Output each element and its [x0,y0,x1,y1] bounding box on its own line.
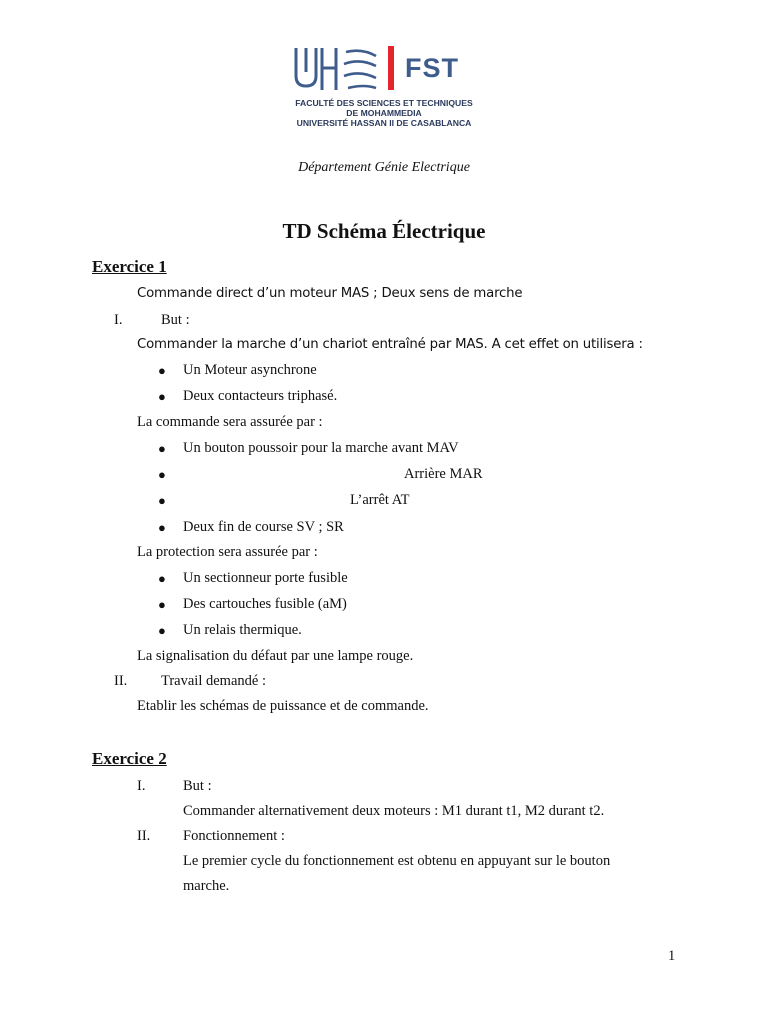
bullet-icon: ● [158,467,166,482]
list-item: Un relais thermique. [183,622,302,638]
logo-line-2: DE MOHAMMEDIA [346,108,422,118]
list-item: Arrière MAR [404,466,483,482]
section-heading: But : [183,778,212,794]
bullet-icon: ● [158,520,166,535]
bullet-icon: ● [158,441,166,456]
list-item: Deux contacteurs triphasé. [183,388,338,404]
exercise-1-aim: Commander la marche d’un chariot entraîné par MAS. A cet effet on utilisera : [137,337,643,352]
bullet-icon: ● [158,389,166,404]
function-text-line-2: marche. [183,878,230,894]
bullet-icon: ● [158,493,166,508]
work-text: Etablir les schémas de puissance et de commande. [137,698,429,714]
exercise-2-aim: Commander alternativement deux moteurs : M1 durant t1, M2 durant t2. [183,803,605,819]
section-heading: Travail demandé : [161,673,266,689]
protection-label: La protection sera assurée par : [137,544,318,560]
page-number: 1 [668,948,676,964]
signal-text: La signalisation du défaut par une lampe rouge. [137,648,414,664]
exercise-1-intro: Commande direct d’un moteur MAS ; Deux sens de marche [137,286,523,301]
exercise-1-title: Exercice 1 [92,257,167,276]
bullet-icon: ● [158,571,166,586]
exercise-2-title: Exercice 2 [92,749,167,768]
page-title: TD Schéma Électrique [282,219,486,243]
list-item: L’arrêt AT [350,492,410,508]
logo-acronym: FST [405,53,459,83]
bullet-icon: ● [158,363,166,378]
logo-line-1: FACULTÉ DES SCIENCES ET TECHNIQUES [295,98,473,108]
section-number: II. [137,828,151,844]
list-item: Un bouton poussoir pour la marche avant MAV [183,440,459,456]
section-number: I. [137,778,146,794]
list-item: Un sectionneur porte fusible [183,570,348,586]
command-label: La commande sera assurée par : [137,414,323,430]
list-item: Deux fin de course SV ; SR [183,519,344,535]
list-item: Un Moteur asynchrone [183,362,317,378]
section-heading: Fonctionnement : [183,828,285,844]
list-item: Des cartouches fusible (aM) [183,596,347,612]
logo-line-3: UNIVERSITÉ HASSAN II DE CASABLANCA [296,118,472,128]
section-number: II. [114,673,128,689]
bullet-icon: ● [158,597,166,612]
department-name: Département Génie Electrique [298,160,470,175]
section-heading: But : [161,312,190,328]
section-number: I. [114,312,123,328]
bullet-icon: ● [158,623,166,638]
function-text-line-1: Le premier cycle du fonctionnement est obtenu en appuyant sur le bouton [183,853,611,869]
